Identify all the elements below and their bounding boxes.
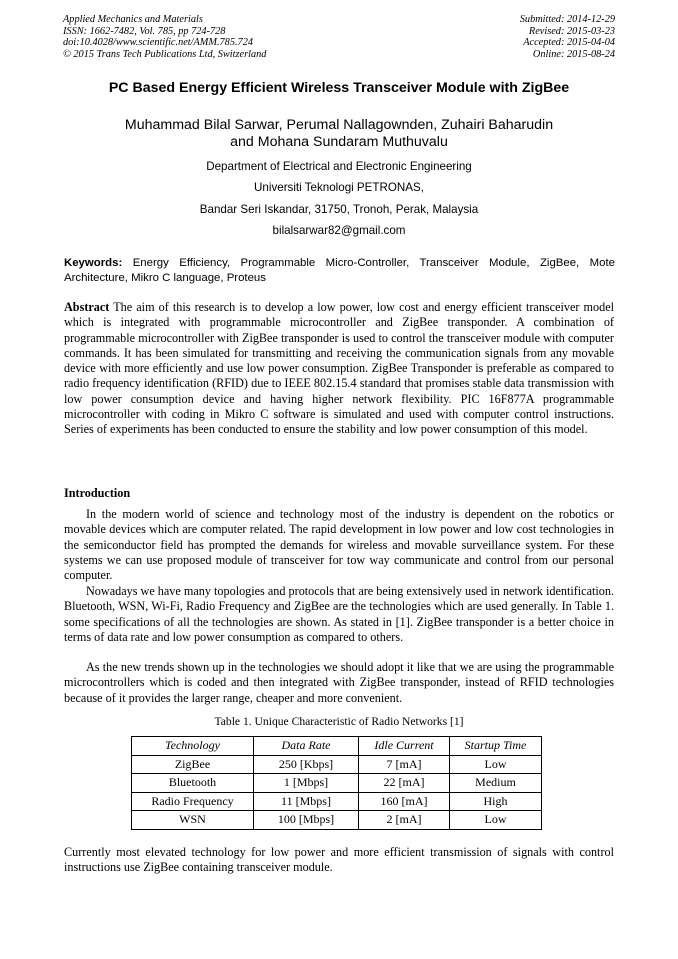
table-cell: High bbox=[450, 792, 542, 811]
authors-line-1: Muhammad Bilal Sarwar, Perumal Nallagownden, Zuhairi Baharudin bbox=[124, 117, 554, 133]
keywords bbox=[64, 256, 615, 287]
author-list bbox=[0, 117, 678, 151]
table-row bbox=[132, 755, 542, 774]
table-cell: 11 [Mbps] bbox=[254, 792, 359, 811]
intro-paragraph-3: As the new trends shown up in the technologies we should adopt it like that we are using the programmable microcontrollers which is coded and then integrated with ZigBee transponder, instead of RFID technologies because of it provides the larger range, cheaper and more convenient. bbox=[64, 660, 614, 705]
department: Department of Electrical and Electronic Engineering bbox=[206, 160, 472, 173]
intro-paragraph-1: In the modern world of science and technology most of the industry is dependent on the robotics or movable devices which are computer related. The rapid development in low power and low cost technologies in the semiconductor field has prompted the demands for wireless and movable surveillance system. For these systems we can use proposed module of transceiver for tow way communicate and control from our personal computer. bbox=[64, 507, 614, 583]
abstract-label: Abstract bbox=[64, 300, 110, 314]
journal-name: Applied Mechanics and Materials bbox=[63, 14, 203, 25]
table-cell: 250 [Kbps] bbox=[254, 755, 359, 774]
revised-date: Revised: 2015-03-23 bbox=[528, 25, 615, 37]
table-header-row bbox=[132, 737, 542, 756]
university: Universiti Teknologi PETRONAS, bbox=[254, 181, 424, 194]
accepted-date: Accepted: 2015-04-04 bbox=[523, 37, 615, 49]
online-date: Online: 2015-08-24 bbox=[532, 48, 615, 60]
introduction-heading: Introduction bbox=[64, 486, 131, 500]
table-cell: 160 [mA] bbox=[359, 792, 450, 811]
doi-line: doi:10.4028/www.scientific.net/AMM.785.724 bbox=[63, 37, 253, 49]
table-cell: 100 [Mbps] bbox=[254, 811, 359, 830]
issn-line: ISSN: 1662-7482, Vol. 785, pp 724-728 bbox=[63, 25, 226, 37]
table-cell: 1 [Mbps] bbox=[254, 774, 359, 793]
table-caption: Table 1. Unique Characteristic of Radio Networks [1] bbox=[214, 715, 464, 728]
radio-networks-table bbox=[131, 736, 542, 830]
col-startup-time: Startup Time bbox=[450, 737, 542, 756]
table-cell: Low bbox=[450, 755, 542, 774]
paper-title: PC Based Energy Efficient Wireless Transceiver Module with ZigBee bbox=[108, 80, 570, 96]
address: Bandar Seri Iskandar, 31750, Tronoh, Perak, Malaysia bbox=[199, 203, 479, 216]
keywords-text: Energy Efficiency, Programmable Micro-Controller, Transceiver Module, ZigBee, Mote Architecture, Mikro C language, Proteus bbox=[64, 257, 615, 285]
abstract-text: The aim of this research is to develop a low power, low cost and energy efficient transceiver model which is integrated with programmable microcontroller and ZigBee transponder. A combination of programmable microcontroller with ZigBee transponder is used to control the transceiver module with computer commands. It has been simulated for transmitting and receiving the communication signals from any movable device with more efficiently and use low power consumption. ZigBee Transponder is preferable as compared to radio frequency identification (RFID) due to IEEE 802.15.4 standard that promises stable data transmission with low power consumption device and having higher network flexibility. PIC 16F877A programmable microcontroller with coding in Mikro C software is simulated and used with computer control instructions. Series of experiments has been conducted to ensure the stability and low power consumption of this model. bbox=[64, 300, 614, 437]
submitted-date: Submitted: 2014-12-29 bbox=[519, 14, 615, 25]
table-row bbox=[132, 792, 542, 811]
table-row bbox=[132, 774, 542, 793]
col-technology: Technology bbox=[132, 737, 254, 756]
table-cell: Radio Frequency bbox=[132, 792, 254, 811]
keywords-label: Keywords: bbox=[64, 257, 123, 269]
col-data-rate: Data Rate bbox=[254, 737, 359, 756]
table-cell: Low bbox=[450, 811, 542, 830]
copyright-line: © 2015 Trans Tech Publications Ltd, Switzerland bbox=[63, 48, 267, 60]
abstract bbox=[64, 300, 614, 438]
journal-header-left bbox=[63, 14, 266, 60]
table-cell: WSN bbox=[132, 811, 254, 830]
table-cell: Bluetooth bbox=[132, 774, 254, 793]
intro-paragraph-2: Nowadays we have many topologies and protocols that are being extensively used in network identification. Bluetooth, WSN, Wi-Fi, Radio Frequency and ZigBee are the technologies which are used generally. In Table 1. some specifications of all the technologies are shown. As stated in [1]. ZigBee transponder is a better choice in terms of data rate and low power consumption as compared to others. bbox=[64, 584, 614, 644]
table-cell: 2 [mA] bbox=[359, 811, 450, 830]
table-cell: ZigBee bbox=[132, 755, 254, 774]
table-cell: Medium bbox=[450, 774, 542, 793]
table-row bbox=[132, 811, 542, 830]
table-cell: 22 [mA] bbox=[359, 774, 450, 793]
authors-line-2: and Mohana Sundaram Muthuvalu bbox=[230, 134, 448, 150]
table-cell: 7 [mA] bbox=[359, 755, 450, 774]
col-idle-current: Idle Current bbox=[359, 737, 450, 756]
closing-paragraph: Currently most elevated technology for low power and more efficient transmission of signals with control instructions use ZigBee containing transceiver module. bbox=[64, 845, 614, 875]
email: bilalsarwar82@gmail.com bbox=[272, 224, 406, 237]
journal-header-right bbox=[520, 14, 615, 60]
